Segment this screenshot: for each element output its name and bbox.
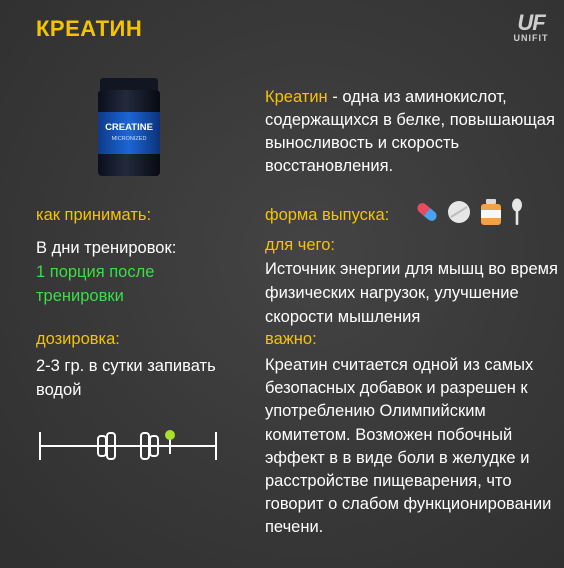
how-to-take-label: как принимать:	[36, 206, 152, 224]
powder-jar-icon	[478, 198, 504, 226]
logo-name: UNIFIT	[513, 33, 549, 43]
how-to-take-line1: В дни тренировок:	[36, 239, 177, 257]
jar-label-sub: MICRONIZED	[111, 136, 147, 142]
important-text: Креатин считается одной из самых безопасных добавок и разрешен к употреблению Олимпийским комитетом. Возможен побочный эффект в в виде боли в желудке и расстройстве пищеварения, что говорит о слабом функционировании печени.	[265, 356, 552, 537]
logo-mark: UF	[517, 10, 545, 35]
creatine-jar-image	[96, 74, 162, 183]
capsule-icon	[414, 199, 440, 225]
spoon-icon	[510, 198, 524, 226]
dosage-text: 2-3 гр. в сутки запивать водой	[36, 357, 216, 399]
dosage-label: дозировка:	[36, 330, 120, 348]
intro-highlight: Креатин	[265, 88, 328, 106]
intro-body: - одна из аминокислот, содержащихся в белке, повышающая выносливость и скорость восстановления.	[265, 88, 555, 175]
purpose-label: для чего:	[265, 236, 335, 254]
page-title: КРЕАТИН	[36, 16, 143, 41]
how-to-take-line2: 1 порция после тренировки	[36, 263, 155, 305]
important-label: важно:	[265, 330, 317, 348]
purpose-text: Источник энергии для мышц во время физических нагрузок, улучшение скорости мышления	[265, 260, 558, 326]
unifit-logo	[508, 10, 554, 54]
form-icons	[414, 198, 524, 226]
intro-text	[265, 86, 555, 178]
how-to-take-text	[36, 236, 236, 308]
tablet-icon	[446, 199, 472, 225]
form-label: форма выпуска:	[265, 206, 390, 224]
dosage-dumbbell-scale	[36, 424, 220, 473]
jar-label-main: CREATINE	[105, 122, 153, 133]
